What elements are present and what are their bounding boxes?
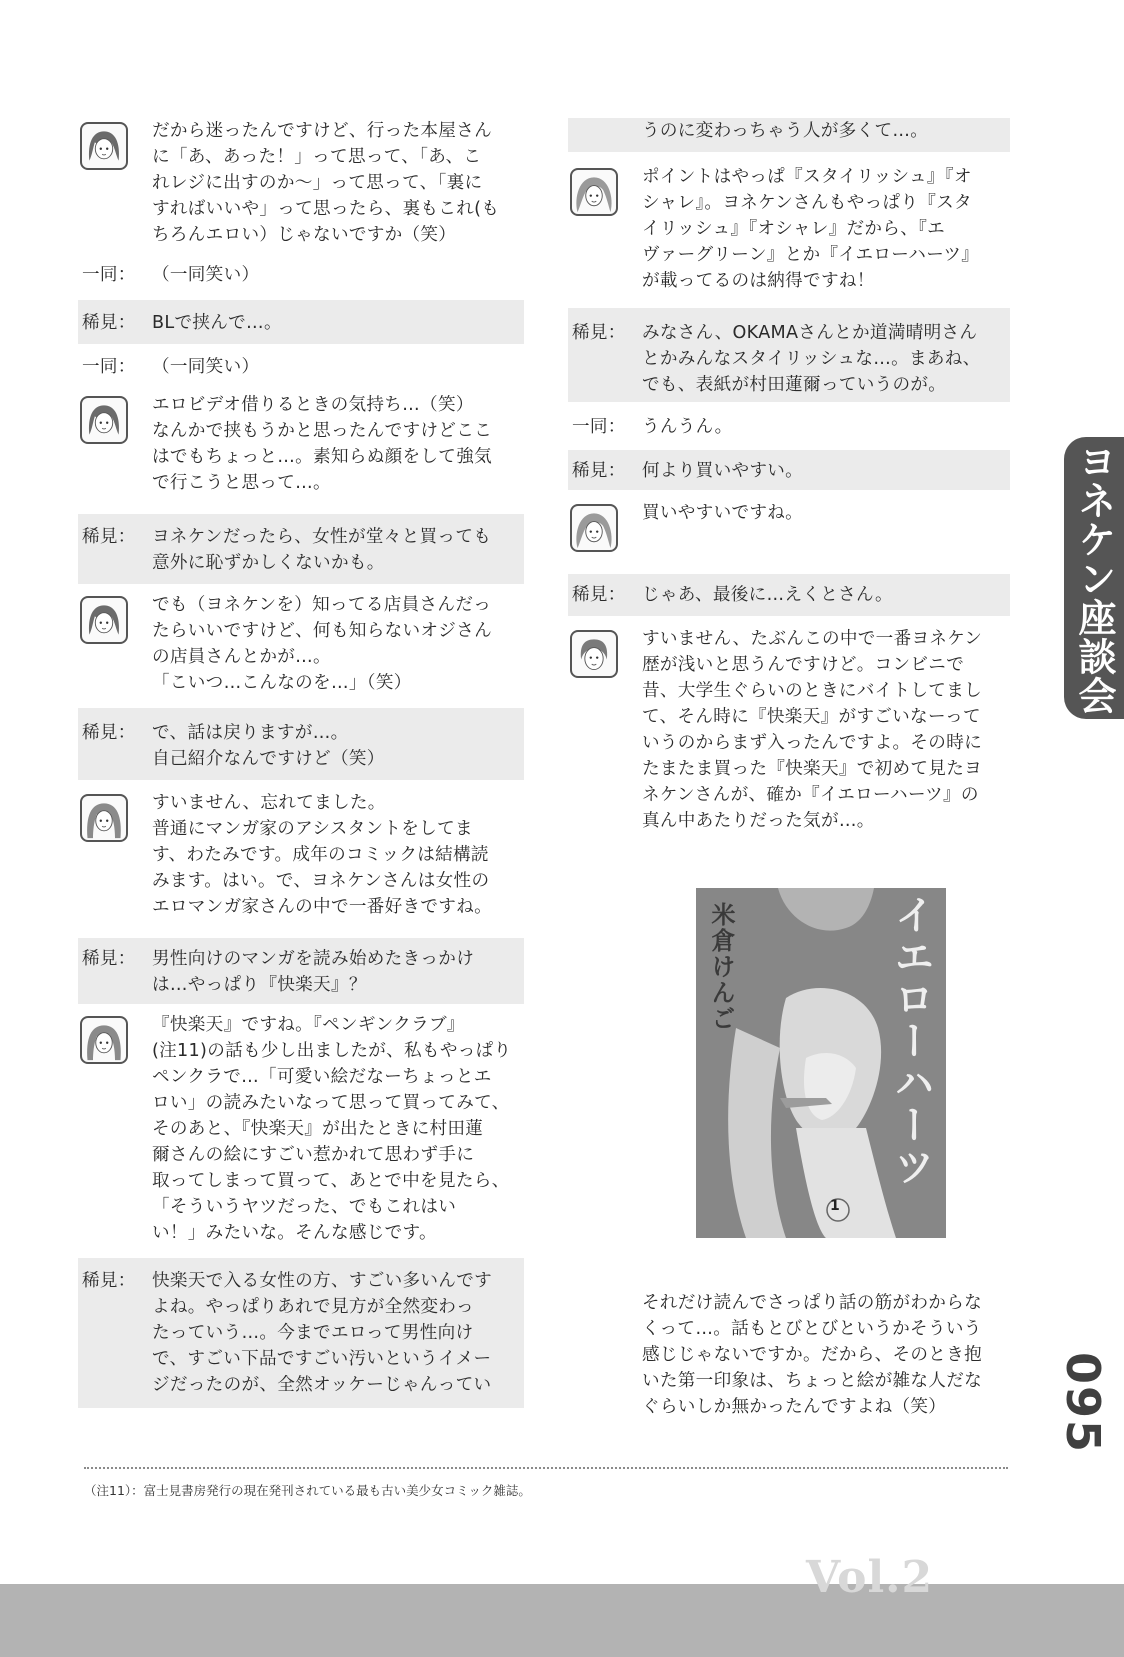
- cover-title: イエローハーツ: [888, 894, 934, 1188]
- dialogue-text: （一同笑い）: [152, 357, 260, 377]
- dialogue-entry: [78, 354, 524, 384]
- side-tab-label: ヨネケン座談会: [1072, 441, 1116, 715]
- page-number: 095: [1056, 1352, 1110, 1455]
- speaker-label: 稀見：: [82, 949, 136, 969]
- section-side-tab: [1064, 437, 1124, 719]
- speaker-label: 稀見：: [82, 313, 136, 333]
- dialogue-text: みなさん、OKAMAさんとか道満晴明さん とかみんなスタイリッシュな…。まあね、 でも、表紙が村田蓮爾っていうのが。: [642, 323, 981, 395]
- dialogue-text: で、話は戻りますが…。 自己紹介なんですけど（笑）: [152, 723, 385, 769]
- cover-image-area: [568, 854, 1010, 1286]
- dialogue-text: BLで挟んで…。: [152, 313, 282, 333]
- dialogue-entry: [568, 164, 1010, 298]
- avatar-bob-hair-icon: [80, 596, 128, 644]
- bottom-band: [0, 1584, 1124, 1657]
- cover-author: 米倉けんご: [707, 902, 735, 1032]
- avatar-long-hair-icon: [80, 1016, 128, 1064]
- dialogue-text: 買いやすいですね。: [642, 503, 804, 523]
- avatar-wavy-hair-icon: [570, 168, 618, 216]
- manga-cover-image: [696, 888, 946, 1238]
- avatar-long-hair-icon: [80, 794, 128, 842]
- dialogue-text: すいません、たぶんこの中で一番ヨネケン 歴が浅いと思うんですけど。コンビニで 昔、大学生ぐらいのときにバイトしてまし て、そん時に『快楽天』がすごいなーって いうのからまず入ったんですよ。その時に たまたま買った『快楽天』で初めて見たヨ ネケンさんが、確か『イエローハーツ』の 真ん中あたりだった気が…。: [642, 629, 983, 831]
- dialogue-entry: [78, 790, 524, 930]
- cover-volume-number: 1: [830, 1198, 840, 1214]
- dialogue-text: うのに変わっちゃう人が多くて…。: [642, 121, 929, 141]
- dialogue-entry: [568, 1290, 1010, 1430]
- speaker-label: 稀見：: [82, 723, 136, 743]
- dialogue-entry: [78, 938, 524, 1004]
- dialogue-text: 男性向けのマンガを読み始めたきっかけ は…やっぱり『快楽天』？: [152, 949, 475, 995]
- speaker-label: 稀見：: [572, 323, 626, 343]
- speaker-label: 一同：: [572, 417, 626, 437]
- volume-mark: Vol.2: [806, 1552, 934, 1603]
- right-column: [568, 118, 1010, 1430]
- dialogue-text: （一同笑い）: [152, 265, 260, 285]
- dialogue-entry: [78, 1258, 524, 1408]
- dialogue-entry: [568, 414, 1010, 444]
- dialogue-text: だから迷ったんですけど、行った本屋さん に「あ、あった！」って思って、「あ、こ れレジに出すのか〜」って思って、「裏に すればいいや」って思ったら、裏もこれ(も ちろんエロい）じゃないですか（笑）: [152, 121, 500, 245]
- speaker-label: 一同：: [82, 265, 136, 285]
- speaker-label: 稀見：: [82, 1271, 136, 1291]
- dialogue-entry: [568, 308, 1010, 402]
- dialogue-entry: [568, 574, 1010, 616]
- dialogue-entry: [78, 1012, 524, 1252]
- footnote-divider: [84, 1467, 1008, 1469]
- avatar-bob-hair-icon: [80, 122, 128, 170]
- avatar-bob-hair-icon: [80, 396, 128, 444]
- left-column: [78, 118, 524, 1408]
- dialogue-text: じゃあ、最後に…えくとさん。: [642, 585, 893, 605]
- dialogue-text: それだけ読んでさっぱり話の筋がわからな くって…。話もとびとびというかそういう 感じじゃないですか。だから、そのとき抱 いた第一印象は、ちょっと絵が雑な人だな ぐらいしか無かったんですよね（笑）: [642, 1293, 982, 1417]
- dialogue-entry: [78, 118, 524, 252]
- dialogue-entry: [568, 118, 1010, 152]
- dialogue-text: 何より買いやすい。: [642, 461, 804, 481]
- dialogue-text: 『快楽天』ですね。『ペンギンクラブ』 (注11)の話も少し出ましたが、私もやっぱり ペンクラで…「可愛い絵だなーちょっとエ ロい」の読みたいなって思って買ってみて、 そのあと、『快楽天』が出たときに村田蓮 爾さんの絵にすごい惹かれて思わず手に 取ってしまって買って、あとで中を見たら、 「そういうヤツだった、でもこれはい い！」みたいな。そんな感じです。: [152, 1015, 512, 1243]
- speaker-label: 一同：: [82, 357, 136, 377]
- avatar-short-hair-icon: [570, 630, 618, 678]
- dialogue-text: でも（ヨネケンを）知ってる店員さんだっ たらいいですけど、何も知らないオジさん の店員さんとかが…。 「こいつ…こんなのを…」（笑）: [152, 595, 492, 693]
- dialogue-text: ヨネケンだったら、女性が堂々と買っても 意外に恥ずかしくないかも。: [152, 527, 492, 573]
- speaker-label: 稀見：: [572, 585, 626, 605]
- avatar-wavy-hair-icon: [570, 504, 618, 552]
- footnote: （注11）：富士見書房発行の現在発刊されている最も古い美少女コミック雑誌。: [84, 1483, 531, 1498]
- dialogue-entry: [78, 708, 524, 780]
- dialogue-text: うんうん。: [642, 417, 733, 437]
- dialogue-entry: [78, 262, 524, 292]
- dialogue-entry: [568, 500, 1010, 564]
- dialogue-entry: [78, 514, 524, 584]
- dialogue-text: ポイントはやっぱ『スタイリッシュ』『オ シャレ』。ヨネケンさんもやっぱり『スタ イリッシュ』『オシャレ』だから、『エ ヴァーグリーン』とか『イエローハーツ』 が載ってるのは納得ですね！: [642, 167, 980, 291]
- dialogue-text: すいません、忘れてました。 普通にマンガ家のアシスタントをしてま す、わたみです。成年のコミックは結構読 みます。はい。で、ヨネケンさんは女性の エロマンガ家さんの中で一番好きですね。: [152, 793, 492, 917]
- speaker-label: 稀見：: [572, 461, 626, 481]
- dialogue-entry: [568, 450, 1010, 490]
- dialogue-entry: [78, 592, 524, 696]
- dialogue-entry: [78, 392, 524, 504]
- dialogue-entry: [568, 626, 1010, 852]
- speaker-label: 稀見：: [82, 527, 136, 547]
- dialogue-text: 快楽天で入る女性の方、すごい多いんです よね。やっぱりあれで見方が全然変わっ たっていう…。今までエロって男性向け で、すごい下品ですごい汚いというイメー ジだったのが、全然オッケーじゃんってい: [152, 1271, 492, 1395]
- dialogue-text: エロビデオ借りるときの気持ち…（笑） なんかで挟もうかと思ったんですけどここ はでもちょっと…。素知らぬ顔をして強気 で行こうと思って…。: [152, 395, 492, 493]
- dialogue-entry: [78, 300, 524, 344]
